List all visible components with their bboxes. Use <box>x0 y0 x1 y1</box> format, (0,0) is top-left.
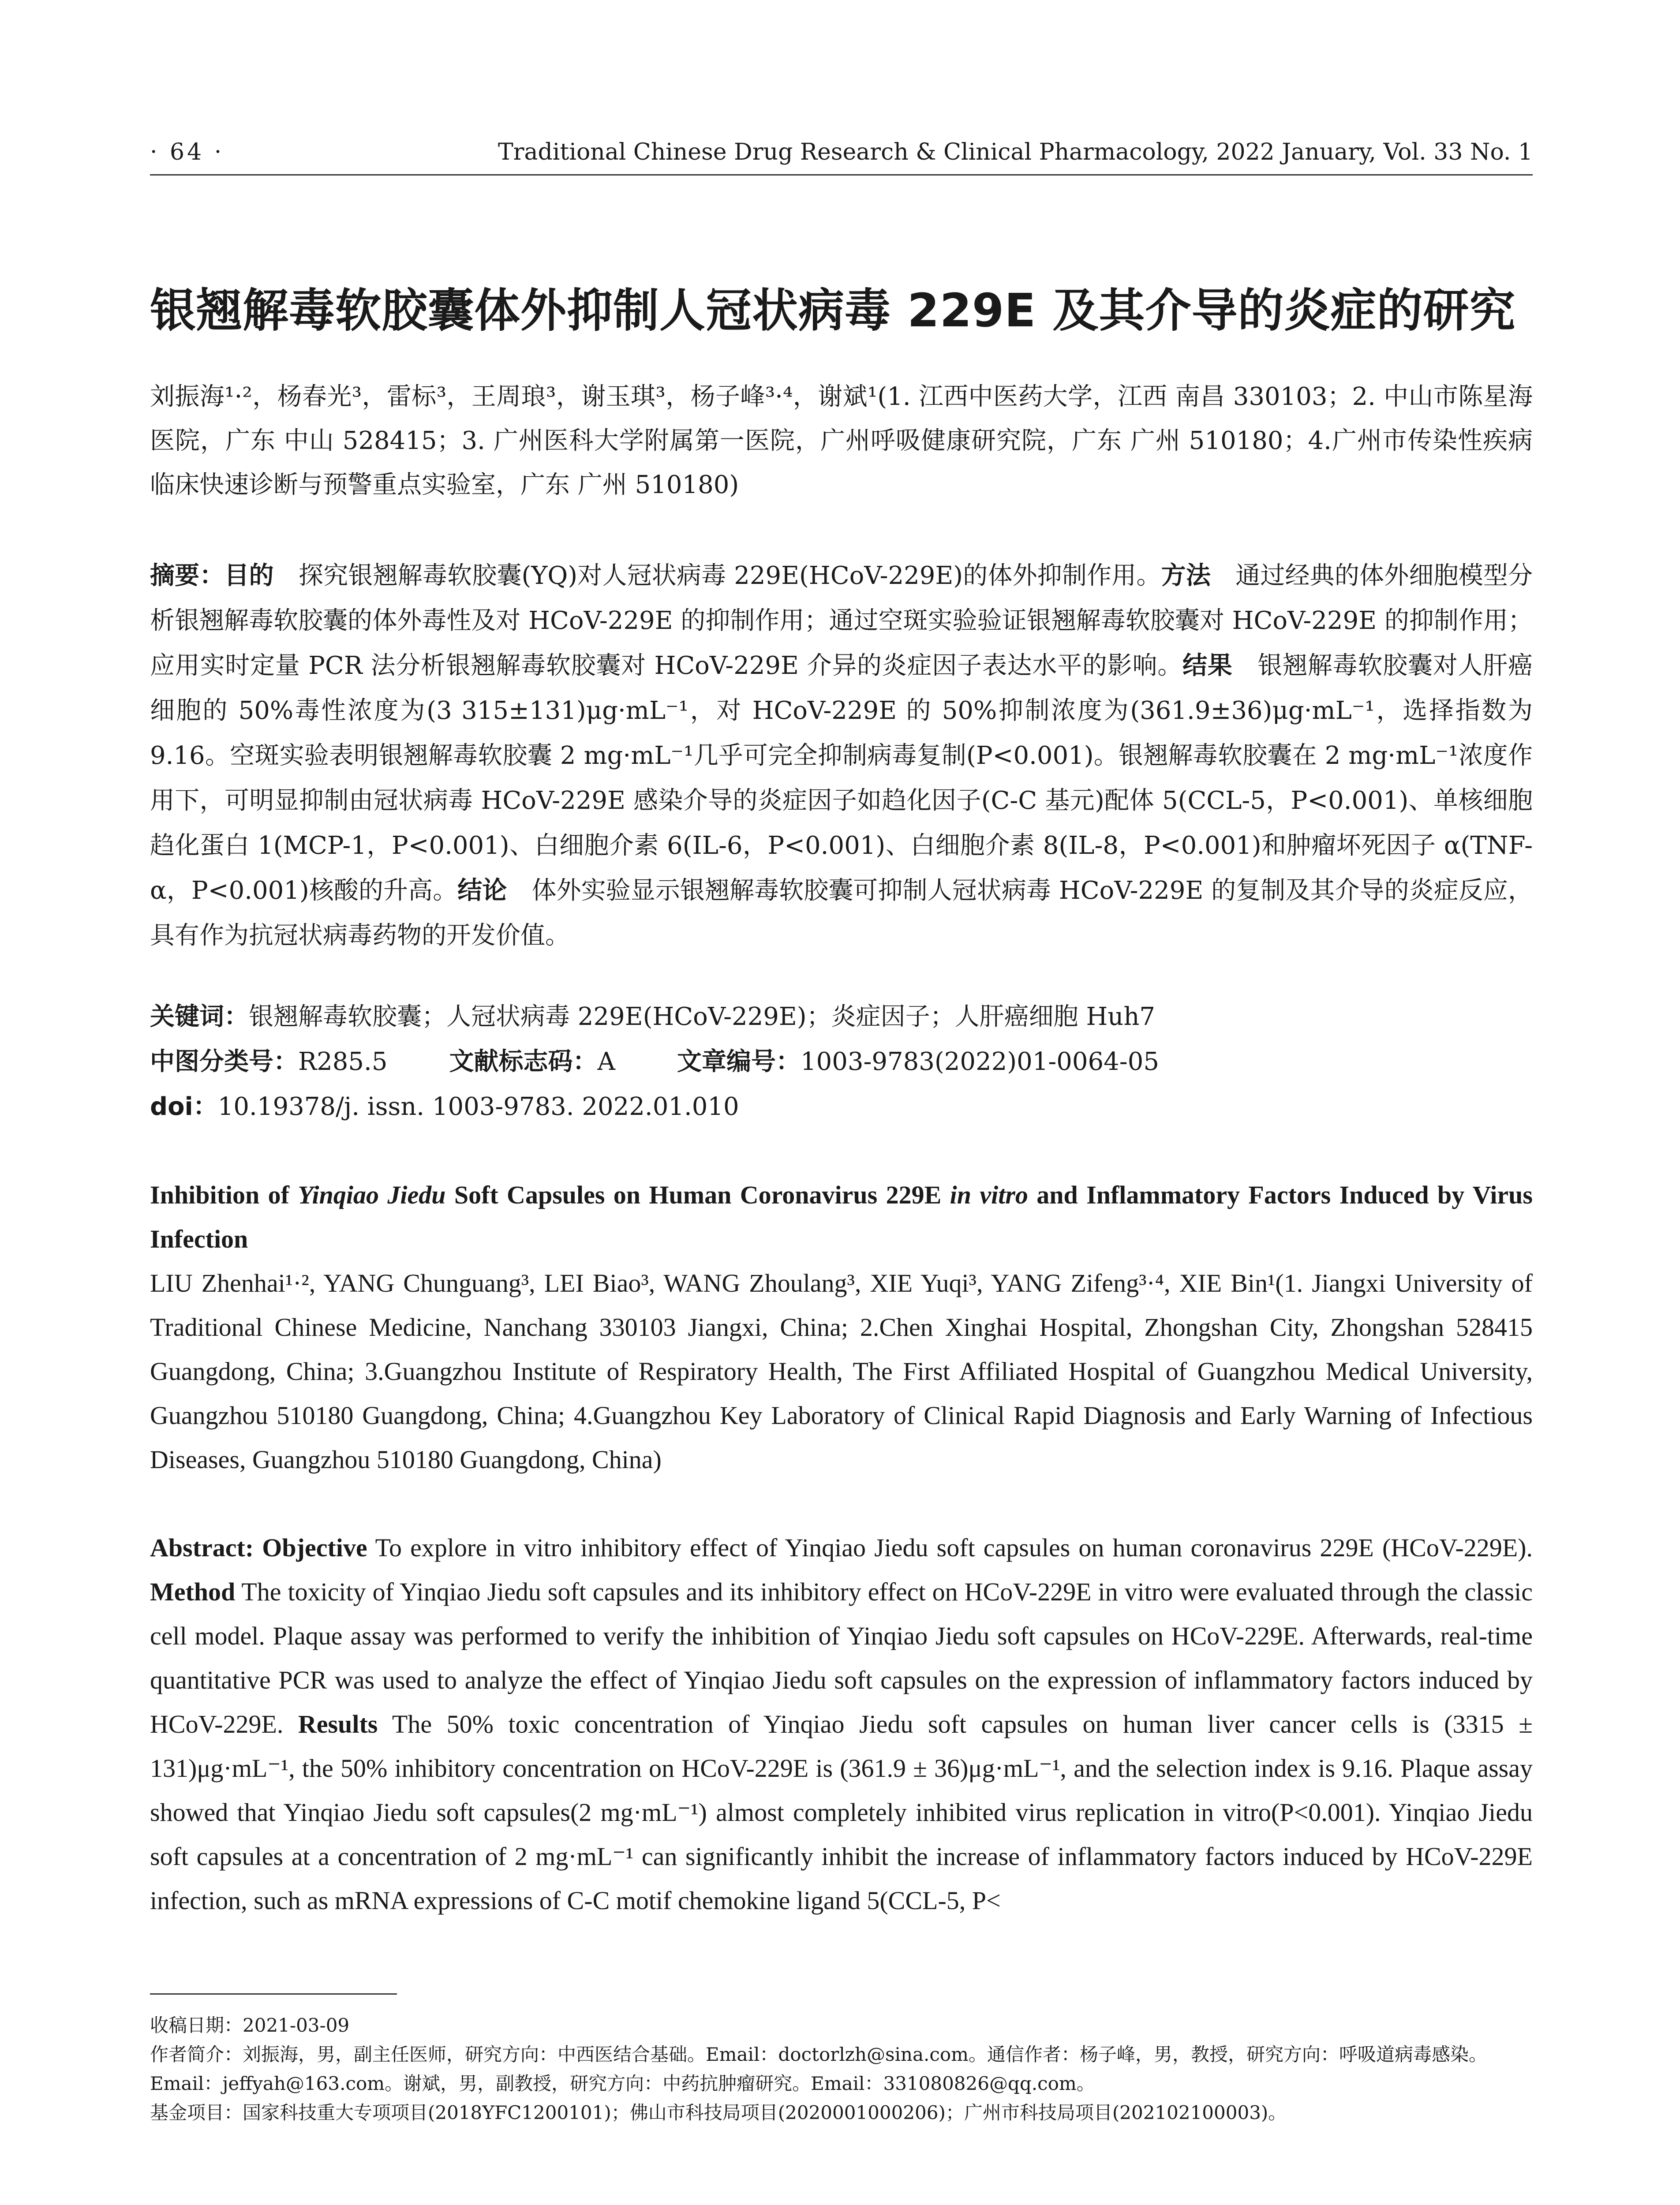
doc-code-value: A <box>597 1047 615 1076</box>
page-number: · 64 · <box>150 139 224 165</box>
conclusion-label: 结论 <box>457 876 507 905</box>
objective-label: 目的 <box>224 561 274 590</box>
article-title-cn: 银翘解毒软胶囊体外抑制人冠状病毒 229E 及其介导的炎症的研究 <box>150 284 1516 337</box>
conclusion-text: 体外实验显示银翘解毒软胶囊可抑制人冠状病毒 HCoV-229E 的复制及其介导的炎症反应，具有作为抗冠状病毒药物的开发价值。 <box>150 876 1533 950</box>
running-header <box>150 135 1533 176</box>
article-title-en <box>150 1173 1533 1261</box>
clc-value: R285.5 <box>298 1047 388 1076</box>
results-label: 结果 <box>1182 651 1233 680</box>
keywords-text: 银翘解毒软胶囊；人冠状病毒 229E(HCoV-229E)；炎症因子；人肝癌细胞 Huh7 <box>249 1002 1156 1031</box>
abstract-en-method-label: Method <box>150 1577 236 1606</box>
author-info: 作者简介：刘振海，男，副主任医师，研究方向：中西医结合基础。Email：doctorlzh@sina.com。通信作者：杨子峰，男，教授，研究方向：呼吸道病毒感染。Email：jeffyah@163.com。谢斌，男，副教授，研究方向：中药抗肿瘤研究。Email：331080826@qq.com。 <box>150 2044 1488 2094</box>
abstract-label: 摘要： <box>150 561 224 590</box>
method-label: 方法 <box>1161 561 1211 590</box>
abstract-cn <box>150 553 1533 958</box>
authors-affiliations-cn: 刘振海¹·²，杨春光³，雷标³，王周琅³，谢玉琪³，杨子峰³·⁴，谢斌¹(1. 江西中医药大学，江西 南昌 330103；2. 中山市陈星海医院，广东 中山 528415；3. 广州医科大学附属第一医院，广州呼吸健康研究院，广东 广州 510180；4.广州市传染性疾病临床快速诊断与预警重点实验室，广东 广州 510180) <box>150 382 1533 499</box>
method-text: 通过经典的体外细胞模型分析银翘解毒软胶囊的体外毒性及对 HCoV-229E 的抑制作用；通过空斑实验验证银翘解毒软胶囊对 HCoV-229E 的抑制作用；应用实时定量 PCR 法分析银翘解毒软胶囊对 HCoV-229E 介异的炎症因子表达水平的影响。 <box>150 561 1533 680</box>
abstract-en-method: The toxicity of Yinqiao Jiedu soft capsules and its inhibitory effect on HCoV-229E in vitro were evaluated through the classic cell model. Plaque assay was performed to verify the inhibition of Yinqiao Jiedu soft capsules on HCoV-229E. Afterwards, real-time quantitative PCR was used to analyze the effect of Yinqiao Jiedu soft capsules on the expression of inflammatory factors induced by HCoV-229E. <box>150 1577 1533 1738</box>
results-text: 银翘解毒软胶囊对人肝癌细胞的 50%毒性浓度为(3 315±131)μg·mL⁻¹，对 HCoV-229E 的 50%抑制浓度为(361.9±36)μg·mL⁻¹，选择指数为 9.16。空斑实验表明银翘解毒软胶囊 2 mg·mL⁻¹几乎可完全抑制病毒复制(P<0.001)。银翘解毒软胶囊在 2 mg·mL⁻¹浓度作用下，可明显抑制由冠状病毒 HCoV-229E 感染介导的炎症因子如趋化因子(C-C 基元)配体 5(CCL-5，P<0.001)、单核细胞趋化蛋白 1(MCP-1，P<0.001)、白细胞介素 6(IL-6，P<0.001)、白细胞介素 8(IL-8，P<0.001)和肿瘤坏死因子 α(TNF-α，P<0.001)核酸的升高。 <box>150 651 1533 905</box>
funding: 基金项目：国家科技重大专项项目(2018YFC1200101)；佛山市科技局项目(2020001000206)；广州市科技局项目(202102100003)。 <box>150 2102 1287 2123</box>
doi-value: 10.19378/j. issn. 1003-9783. 2022.01.010 <box>217 1092 739 1121</box>
journal-citation: Traditional Chinese Drug Research & Clinical Pharmacology, 2022 January, Vol. 33 No. 1 <box>498 139 1533 165</box>
received-date: 收稿日期：2021-03-09 <box>150 2014 350 2036</box>
abstract-en-objective: To explore in vitro inhibitory effect of Yinqiao Jiedu soft capsules on human coronavirus 229E (HCoV-229E). <box>367 1533 1533 1562</box>
en-title-part: Soft Capsules on Human Coronavirus 229E <box>445 1181 950 1209</box>
en-title-italic: Yinqiao Jiedu <box>298 1181 446 1209</box>
abstract-en-results: The 50% toxic concentration of Yinqiao Jiedu soft capsules on human liver cancer cells is (3315 ± 131)μg·mL⁻¹, the 50% inhibitory concentration on HCoV-229E is (361.9 ± 36)μg·mL⁻¹, and the selection index is 9.16. Plaque assay showed that Yinqiao Jiedu soft capsules(2 mg·mL⁻¹) almost completely inhibited virus replication in vitro(P<0.001). Yinqiao Jiedu soft capsules at a concentration of 2 mg·mL⁻¹ can significantly inhibit the increase of inflammatory factors induced by HCoV-229E infection, such as mRNA expressions of C-C motif chemokine ligand 5(CCL-5, P< <box>150 1710 1533 1915</box>
footnotes <box>150 2011 1533 2127</box>
classification-line <box>150 1039 1533 1084</box>
abstract-en <box>150 1526 1533 1923</box>
clc-label: 中图分类号： <box>150 1047 298 1076</box>
en-title-part: Inhibition of <box>150 1181 298 1209</box>
keywords <box>150 994 1533 1039</box>
authors-affiliations-en: LIU Zhenhai¹·², YANG Chunguang³, LEI Biao³, WANG Zhoulang³, XIE Yuqi³, YANG Zifeng³·⁴, XIE Bin¹(1. Jiangxi University of Traditional Chinese Medicine, Nanchang 330103 Jiangxi, China; 2.Chen Xinghai Hospital, Zhongshan City, Zhongshan 528415 Guangdong, China; 3.Guangzhou Institute of Respiratory Health, The First Affiliated Hospital of Guangzhou Medical University, Guangzhou 510180 Guangdong, China; 4.Guangzhou Key Laboratory of Clinical Rapid Diagnosis and Early Warning of Infectious Diseases, Guangzhou 510180 Guangdong, China) <box>150 1269 1533 1474</box>
footnote-divider <box>150 1993 397 1995</box>
keywords-label: 关键词： <box>150 1002 249 1031</box>
article-number-label: 文章编号： <box>677 1047 801 1076</box>
article-number-value: 1003-9783(2022)01-0064-05 <box>800 1047 1159 1076</box>
doi-line <box>150 1084 1533 1129</box>
doc-code-label: 文献标志码： <box>449 1047 598 1076</box>
objective-text: 探究银翘解毒软胶囊(YQ)对人冠状病毒 229E(HCoV-229E)的体外抑制作用。 <box>299 561 1161 590</box>
en-title-italic: in vitro <box>950 1181 1028 1209</box>
doi-label: doi： <box>150 1092 218 1121</box>
abstract-en-results-label: Results <box>298 1710 378 1738</box>
en-title-part: and Inflammatory Factors Induced by Virus Infection <box>150 1181 1533 1253</box>
abstract-en-label: Abstract: Objective <box>150 1533 367 1562</box>
